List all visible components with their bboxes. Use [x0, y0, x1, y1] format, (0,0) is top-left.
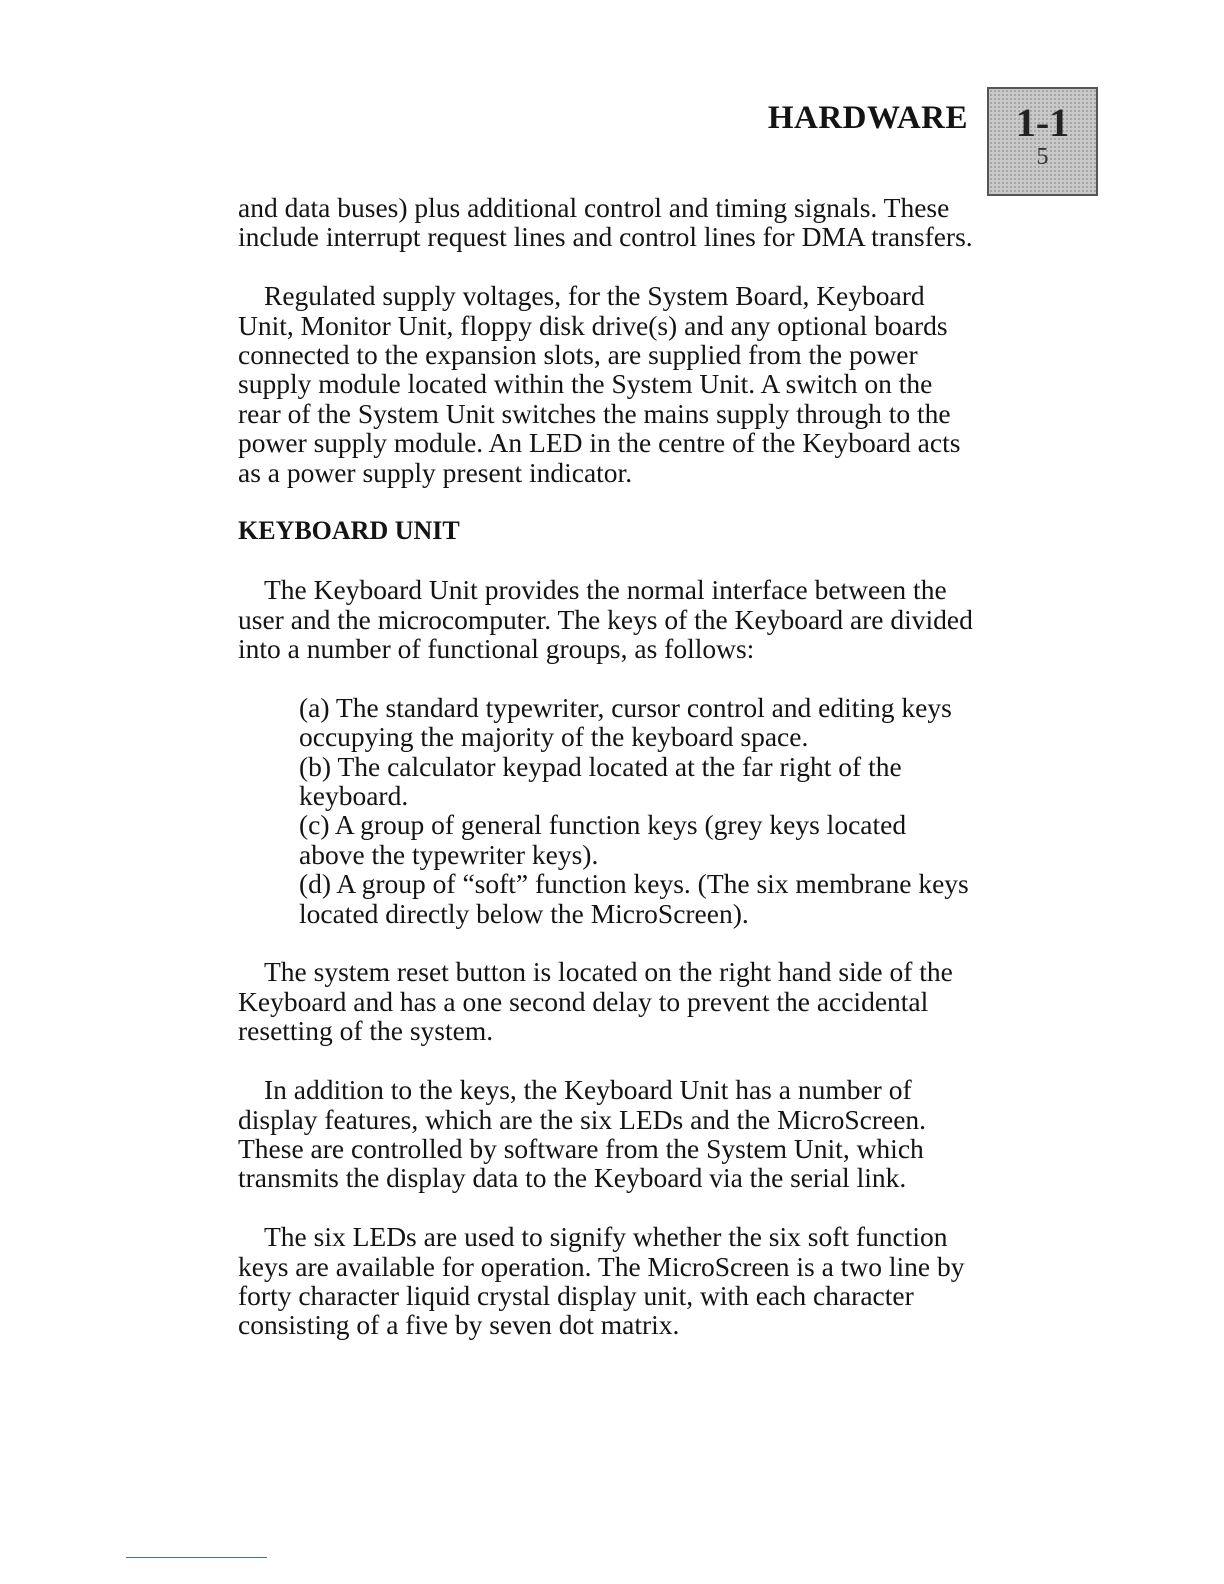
- list-item: (a) The standard typewriter, cursor control and editing keys occupying the majority of the keyboard space.: [299, 691, 952, 753]
- paragraph: and data buses) plus additional control and timing signals. These include interrupt request lines and control lines for DMA transfers.: [238, 192, 973, 253]
- list-item: (b) The calculator keypad located at the far right of the keyboard.: [299, 750, 902, 812]
- paragraph: The system reset button is located on the right hand side of the Keyboard and has a one second delay to prevent the accidental resetting of the system.: [238, 956, 953, 1047]
- key-group-list: [299, 693, 978, 928]
- paragraph: In addition to the keys, the Keyboard Unit has a number of display features, which are the six LEDs and the MicroScreen. These are controlled by software from the System Unit, which transmits the display data to the Keyboard via the serial link.: [238, 1074, 927, 1194]
- chapter-number: 1-1: [1015, 100, 1070, 145]
- paragraph: Regulated supply voltages, for the System Board, Keyboard Unit, Monitor Unit, floppy disk drive(s) and any optional boards connected to the expansion slots, are supplied from the power supply module located within the System Unit. A switch on the rear of the System Unit switches the mains supply through to the power supply module. An LED in the centre of the Keyboard acts as a power supply present indicator.: [238, 280, 961, 488]
- chapter-tab: [987, 87, 1098, 196]
- list-item: (d) A group of “soft” function keys. (The six membrane keys located directly below the MicroScreen).: [299, 868, 969, 929]
- section-title: HARDWARE: [767, 100, 968, 136]
- page-number: 5: [1036, 144, 1049, 170]
- section-heading: KEYBOARD UNIT: [238, 516, 460, 546]
- page-body: [238, 193, 978, 1340]
- footnote-rule: [126, 1557, 267, 1558]
- paragraph: The Keyboard Unit provides the normal interface between the user and the microcomputer. The keys of the Keyboard are divided into a number of functional groups, as follows:: [238, 574, 973, 665]
- paragraph: The six LEDs are used to signify whether the six soft function keys are available for operation. The MicroScreen is a two line by forty character liquid crystal display unit, with each character consisting of a five by seven dot matrix.: [238, 1221, 965, 1341]
- list-item: (c) A group of general function keys (grey keys located above the typewriter keys).: [299, 809, 907, 870]
